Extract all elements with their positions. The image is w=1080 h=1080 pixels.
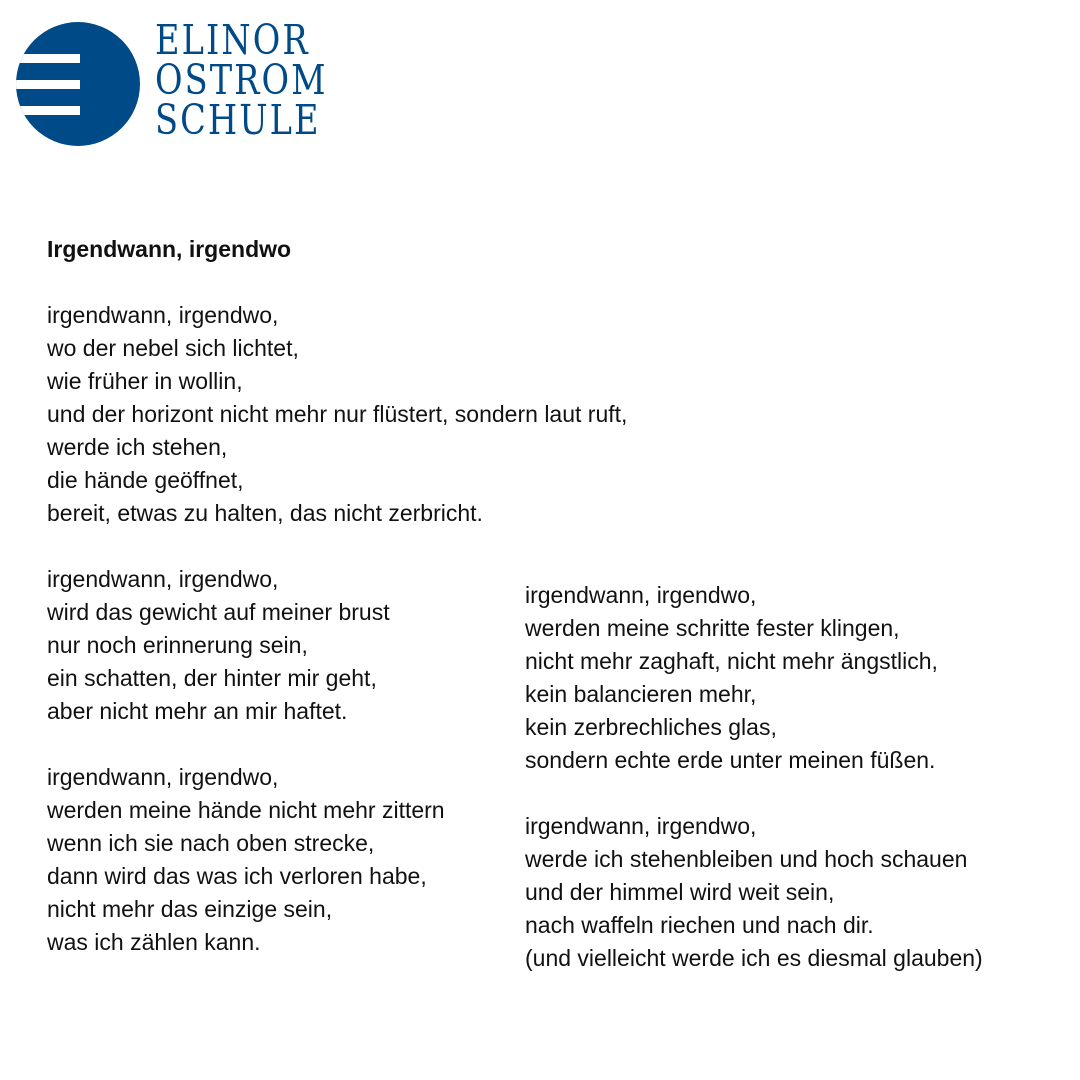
school-logo <box>16 16 346 150</box>
poem-line: werde ich stehen, <box>47 434 228 460</box>
poem-line: und der horizont nicht mehr nur flüstert, sondern laut ruft, <box>47 401 628 427</box>
poem-line: die hände geöffnet, <box>47 467 244 493</box>
poem-line: bereit, etwas zu halten, das nicht zerbricht. <box>47 500 483 526</box>
logo-line-1: ELINOR <box>155 16 310 64</box>
logo-line-2: OSTROM <box>155 56 328 104</box>
poem-line: nach waffeln riechen und nach dir. <box>525 912 874 938</box>
poem-line: sondern echte erde unter meinen füßen. <box>525 747 936 773</box>
poem-line: nicht mehr das einzige sein, <box>47 896 333 922</box>
poem-line: wo der nebel sich lichtet, <box>47 335 299 361</box>
poem-stanza-4 <box>525 579 938 777</box>
poem-stanza-3 <box>47 761 445 959</box>
poem-line: kein balancieren mehr, <box>525 681 757 707</box>
poem-line: nicht mehr zaghaft, nicht mehr ängstlich, <box>525 648 938 674</box>
poem-line: und der himmel wird weit sein, <box>525 879 835 905</box>
poem-line: aber nicht mehr an mir haftet. <box>47 698 348 724</box>
poem-stanza-5 <box>525 810 983 975</box>
poem-line: nur noch erinnerung sein, <box>47 632 308 658</box>
poem-line: irgendwann, irgendwo, <box>525 813 757 839</box>
poem-title: Irgendwann, irgendwo <box>47 236 292 262</box>
poem-line: irgendwann, irgendwo, <box>47 764 279 790</box>
poem-line: irgendwann, irgendwo, <box>47 566 279 592</box>
poem-line: werden meine hände nicht mehr zittern <box>47 797 445 823</box>
poem-line: kein zerbrechliches glas, <box>525 714 777 740</box>
poem-line: werde ich stehenbleiben und hoch schauen <box>525 846 968 872</box>
poem-line: (und vielleicht werde ich es diesmal glauben) <box>525 945 983 971</box>
poem-line: was ich zählen kann. <box>47 929 261 955</box>
poem-line: wird das gewicht auf meiner brust <box>47 599 390 625</box>
poem-stanza-2 <box>47 563 390 728</box>
poem-line: ein schatten, der hinter mir geht, <box>47 665 377 691</box>
poem-line: wie früher in wollin, <box>47 368 243 394</box>
poem-line: irgendwann, irgendwo, <box>525 582 757 608</box>
logo-emblem-icon <box>16 22 140 146</box>
poem-line: irgendwann, irgendwo, <box>47 302 279 328</box>
poem-line: wenn ich sie nach oben strecke, <box>47 830 375 856</box>
poem-stanza-1 <box>47 299 627 530</box>
poem-line: werden meine schritte fester klingen, <box>525 615 900 641</box>
poem-line: dann wird das was ich verloren habe, <box>47 863 427 889</box>
logo-wordmark <box>155 16 328 144</box>
logo-line-3: SCHULE <box>155 96 321 144</box>
